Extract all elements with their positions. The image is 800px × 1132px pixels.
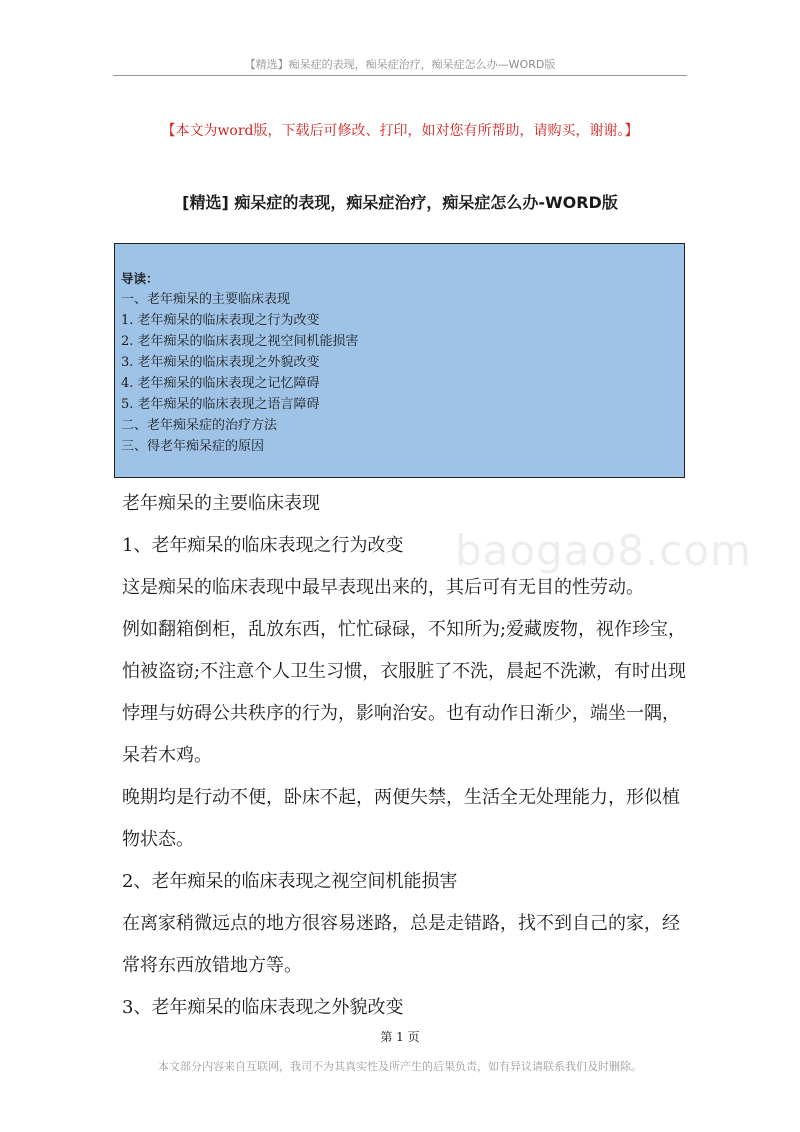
document-title: [精选] 痴呆症的表现，痴呆症治疗，痴呆症怎么办-WORD版 xyxy=(182,193,618,212)
download-notice: 【本文为word版，下载后可修改、打印，如对您有所帮助，请购买，谢谢。】 xyxy=(161,123,639,139)
page-header: 【精选】痴呆症的表现，痴呆症治疗，痴呆症怎么办—WORD版 xyxy=(244,58,556,71)
paragraph: 晚期均是行动不便，卧床不起，两便失禁，生活全无处理能力，形似植物状态。 xyxy=(122,787,680,850)
header-divider xyxy=(113,75,687,76)
guide-box xyxy=(114,243,685,478)
section-heading: 老年痴呆的主要临床表现 xyxy=(122,493,320,514)
guide-item: 1. 老年痴呆的临床表现之行为改变 xyxy=(121,313,320,328)
page-number: 第 1 页 xyxy=(380,1030,420,1044)
guide-item: 二、老年痴呆症的治疗方法 xyxy=(121,418,278,433)
guide-item: 一、老年痴呆的主要临床表现 xyxy=(121,292,291,307)
paragraph: 例如翻箱倒柜，乱放东西，忙忙碌碌，不知所为;爱藏废物，视作珍宝，怕被盗窃;不注意个人卫生习惯，衣服脏了不洗，晨起不洗漱，有时出现悖理与妨碍公共秩序的行为，影响治安。也有动作日渐少，端坐一隅，呆若木鸡。 xyxy=(122,619,687,766)
paragraph: 在离家稍微远点的地方很容易迷路，总是走错路，找不到自己的家，经常将东西放错地方等。 xyxy=(122,913,680,976)
guide-item: 2. 老年痴呆的临床表现之视空间机能损害 xyxy=(121,334,359,349)
subsection-heading: 3、老年痴呆的临床表现之外貌改变 xyxy=(122,997,404,1018)
watermark: baogao8.com xyxy=(455,526,752,575)
page-footer: 本文部分内容来自互联网，我司不为其真实性及所产生的后果负责，如有异议请联系我们及时删除。 xyxy=(158,1060,642,1073)
guide-item: 5. 老年痴呆的临床表现之语言障碍 xyxy=(121,397,320,412)
guide-item: 三、得老年痴呆症的原因 xyxy=(121,439,265,454)
guide-item: 3. 老年痴呆的临床表现之外貌改变 xyxy=(121,355,320,370)
guide-item: 4. 老年痴呆的临床表现之记忆障碍 xyxy=(121,376,320,391)
paragraph: 这是痴呆的临床表现中最早表现出来的，其后可有无目的性劳动。 xyxy=(122,577,644,598)
guide-heading: 导读： xyxy=(121,271,159,286)
subsection-heading: 2、老年痴呆的临床表现之视空间机能损害 xyxy=(122,871,458,892)
subsection-heading: 1、老年痴呆的临床表现之行为改变 xyxy=(122,535,404,556)
document-body xyxy=(122,483,692,1029)
